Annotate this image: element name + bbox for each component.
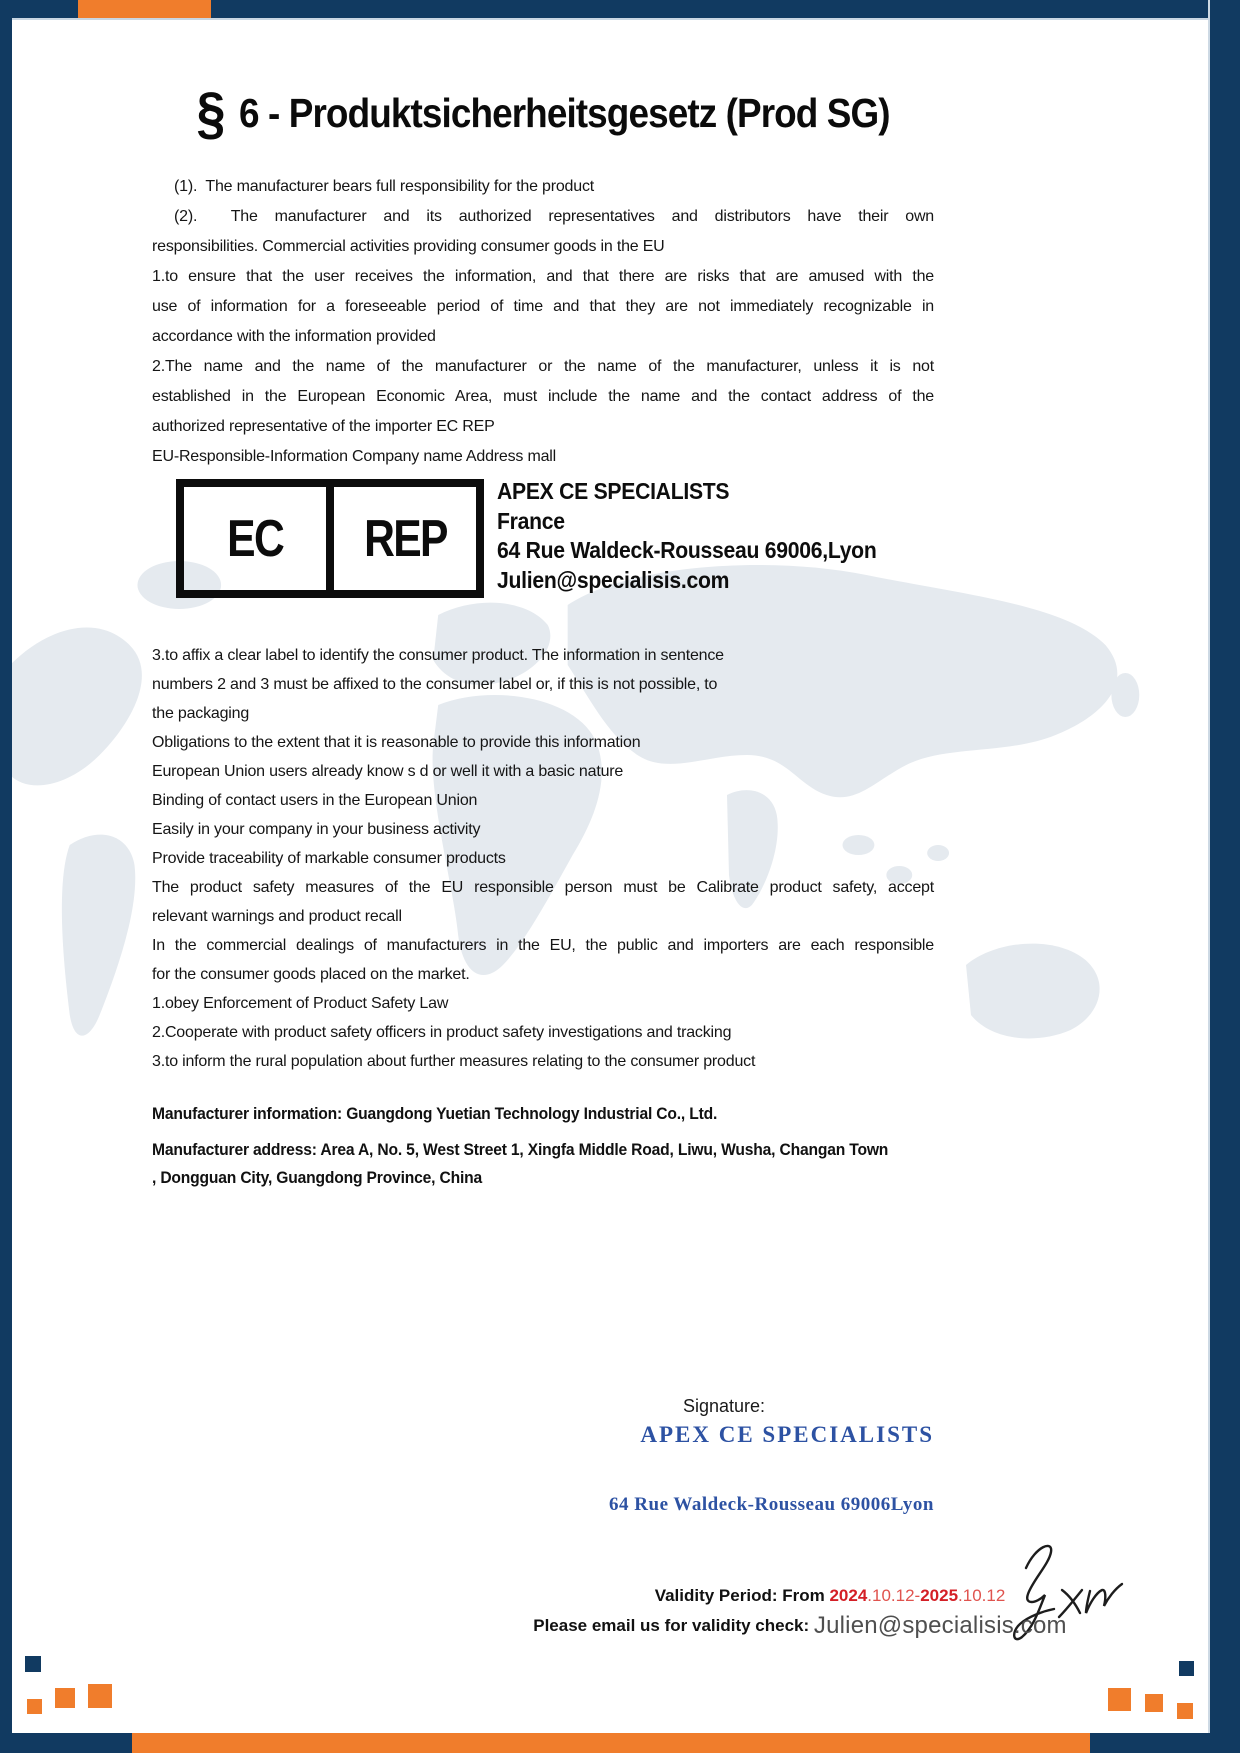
validity-prefix: Validity Period: From — [654, 1586, 830, 1605]
bottom-bar-navy-right — [1090, 1733, 1240, 1753]
corner-accent-square — [88, 1684, 112, 1708]
paragraph-line: Easily in your company in your business activity — [152, 821, 481, 838]
corner-accent-square — [1108, 1688, 1131, 1711]
rep-label: REP — [363, 509, 447, 568]
corner-accent-square — [55, 1688, 75, 1708]
paragraph-line: numbers 2 and 3 must be affixed to the consumer label or, if this is not possible, to — [152, 676, 718, 693]
paragraph-line: Obligations to the extent that it is reasonable to provide this information — [152, 734, 641, 751]
validity-check-line — [400, 1612, 1200, 1640]
manufacturer-address-line1: Manufacturer address: Area A, No. 5, West Street 1, Xingfa Middle Road, Liwu, Wusha, Changan Town — [152, 1140, 889, 1159]
validity-year-end: 2025 — [920, 1586, 959, 1605]
paragraph-line: (2). The manufacturer and its authorized representatives and distributors have their own — [174, 208, 934, 225]
ec-rep-symbol — [176, 479, 484, 598]
paragraph-line: relevant warnings and product recall — [152, 908, 402, 925]
validity-date-end: .10.12 — [958, 1586, 1006, 1605]
corner-accent-square — [27, 1699, 42, 1714]
paragraph-line: Provide traceability of markable consumer products — [152, 850, 506, 867]
corner-accent-square — [1145, 1694, 1163, 1712]
paragraph-line: Binding of contact users in the European Union — [152, 792, 478, 809]
left-border-bar — [0, 0, 12, 1753]
page-title — [152, 80, 934, 147]
corner-accent-square — [25, 1656, 41, 1672]
signature-company-address: 64 Rue Waldeck-Rousseau 69006Lyon — [609, 1494, 934, 1515]
paragraph-line: the packaging — [152, 705, 250, 722]
section-symbol: § — [196, 81, 225, 146]
top-hairline — [12, 18, 1208, 20]
paragraph-line: European Union users already know s d or well it with a basic nature — [152, 763, 624, 780]
manufacturer-information-line: Manufacturer information: Guangdong Yuetian Technology Industrial Co., Ltd. — [152, 1104, 718, 1123]
corner-accent-square — [1179, 1661, 1194, 1676]
rep-country: France — [497, 507, 565, 534]
section-title-text: 6 - Produktsicherheitsgesetz (Prod SG) — [238, 90, 890, 136]
validity-year-start: 2024 — [829, 1586, 868, 1605]
paragraph-line: The product safety measures of the EU responsible person must be Calibrate product safety, accept — [152, 879, 934, 896]
rep-street: 64 Rue Waldeck-Rousseau 69006,Lyon — [497, 537, 877, 563]
validity-check-email: Julien@specialisis.com — [813, 1612, 1067, 1639]
bottom-border-bar — [0, 1733, 1240, 1753]
eu-representative-info — [497, 477, 876, 595]
paragraph-line: 1.obey Enforcement of Product Safety Law — [152, 995, 449, 1012]
email-prompt: Please email us for validity check: — [533, 1616, 814, 1635]
manufacturer-info — [152, 1100, 916, 1192]
rep-email: Julien@specialisis.com — [497, 566, 730, 593]
corner-accent-square — [1177, 1703, 1193, 1719]
signature-label: Signature: — [683, 1396, 766, 1416]
paragraph-line: established in the European Economic Area, must include the name and the contact address of the — [152, 388, 934, 405]
signature-company-stamp: APEX CE SPECIALISTS — [640, 1422, 934, 1447]
validity-date-start: .10.12- — [867, 1586, 921, 1605]
ec-label: EC — [227, 509, 283, 568]
paragraph-line: responsibilities. Commercial activities providing consumer goods in the EU — [152, 238, 665, 255]
paragraph-line: for the consumer goods placed on the market. — [152, 966, 470, 983]
paragraph-line: (1). The manufacturer bears full responsibility for the product — [174, 178, 594, 195]
paragraph-line: authorized representative of the importer EC REP — [152, 418, 495, 435]
rep-cell — [326, 487, 476, 590]
paragraph-line: 2.Cooperate with product safety officers in product safety investigations and tracking — [152, 1024, 732, 1041]
ec-cell — [184, 487, 326, 590]
right-border-bar — [1208, 0, 1240, 1753]
paragraph-line: 3.to inform the rural population about further measures relating to the consumer product — [152, 1053, 756, 1070]
intro-paragraphs — [152, 172, 934, 472]
paragraph-line: use of information for a foreseeable period of time and that they are not immediately recognizable in — [152, 298, 934, 315]
paragraph-line: In the commercial dealings of manufacturers in the EU, the public and importers are each responsible — [152, 937, 934, 954]
validity-period — [430, 1586, 1230, 1606]
paragraph-line: EU-Responsible-Information Company name Address mall — [152, 448, 557, 465]
paragraph-line: 3.to affix a clear label to identify the consumer product. The information in sentence — [152, 647, 724, 664]
manufacturer-address-line2: , Dongguan City, Guangdong Province, China — [152, 1168, 482, 1187]
paragraph-line: 1.to ensure that the user receives the information, and that there are risks that are amused with the — [152, 268, 934, 285]
paragraph-line: accordance with the information provided — [152, 328, 436, 345]
bottom-bar-navy-left — [0, 1733, 132, 1753]
paragraph-line: 2.The name and the name of the manufacturer or the name of the manufacturer, unless it is not — [152, 358, 934, 375]
body-paragraphs — [152, 641, 934, 1076]
rep-company: APEX CE SPECIALISTS — [497, 478, 730, 504]
top-orange-accent — [78, 0, 211, 18]
